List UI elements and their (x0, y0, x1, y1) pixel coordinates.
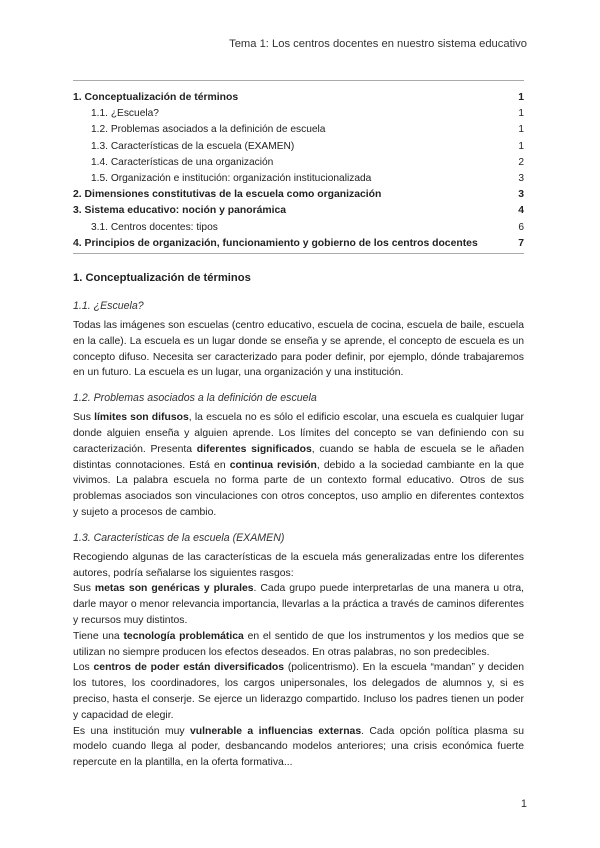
toc-entry-label: 1.3. Características de la escuela (EXAMEN) (91, 140, 295, 152)
table-of-contents (73, 90, 524, 252)
page-number: 1 (520, 798, 527, 810)
toc-entry-label: 3. Sistema educativo: noción y panorámica (73, 205, 287, 217)
emphasis-text: metas son genéricas y plurales (94, 583, 254, 595)
emphasis-text: tecnología problemática (123, 630, 244, 642)
toc-entry-label: 2. Dimensiones constitutivas de la escuela como organización (73, 189, 382, 201)
toc-entry-page: 3 (518, 172, 524, 184)
text-run: . Cada opción política plasma su modelo cuando llega al poder, desbancando modelos anteriores; una crisis económica fuerte repercute en la plantilla, en la oferta formativa... (73, 725, 524, 769)
emphasis-text: centros de poder están diversificados (93, 662, 285, 674)
page-header: Tema 1: Los centros docentes en nuestro sistema educativo (229, 38, 527, 50)
section-heading: 1. Conceptualización de términos (73, 272, 251, 284)
text-run: Sus (73, 412, 95, 424)
toc-entry[interactable] (73, 236, 524, 252)
subsection-heading: 1.2. Problemas asociados a la definición de escuela (73, 392, 317, 405)
text-run: . Cada grupo puede interpretarlas de una manera u otra, darle mayor o menor relevancia importancia, llevarlas a la práctica a través de caminos diferentes y recursos muy distintos. (73, 583, 524, 626)
toc-entry-page: 1 (518, 108, 524, 120)
toc-entry[interactable] (73, 90, 524, 106)
paragraph: Todas las imágenes son escuelas (centro educativo, escuela de cocina, escuela de baile, escuela en la calle). La escuela es un lugar donde se enseña y se aprende, el concepto de escuela es un concepto difuso. Necesita ser caracterizado para poder definir, por ejemplo, dónde trabajaremos en un futuro. La escuela es un lugar, una organización y una institución. (73, 320, 524, 379)
subsection-heading: 1.3. Características de la escuela (EXAMEN) (73, 531, 285, 544)
text-run: , debido a la sociedad cambiante en la que vivimos. La palabra escuela no forma parte de un contexto formal educativo. Otros de sus problemas asociados son vinculaciones con otros conceptos, uso amplio en diferentes contextos y sujeto a procesos de cambio. (73, 459, 524, 518)
paragraph (73, 660, 524, 723)
toc-entry-label: 1.5. Organización e institución: organización institucionalizada (91, 172, 372, 184)
document-body (73, 271, 524, 771)
toc-entry-page: 1 (518, 92, 524, 103)
toc-entry[interactable] (73, 139, 524, 155)
toc-entry[interactable] (73, 122, 524, 138)
text-run: Tiene una (73, 630, 124, 642)
toc-entry[interactable] (73, 106, 524, 122)
text-run: Los (73, 662, 94, 674)
toc-entry-page: 4 (518, 205, 524, 217)
toc-bottom-divider (73, 253, 524, 254)
subsection-heading: 1.1. ¿Escuela? (73, 300, 144, 312)
text-run: , la escuela no es sólo el edificio escolar, una escuela es cualquier lugar donde alguien enseña y alguien aprende. Los límites del concepto se van definiendo con su caracterización. Presenta (73, 412, 525, 455)
emphasis-text: límites son difusos (94, 412, 189, 424)
toc-entry[interactable] (73, 155, 524, 171)
paragraph (73, 724, 524, 771)
toc-entry[interactable] (73, 187, 524, 203)
paragraph (73, 581, 524, 628)
toc-entry[interactable] (73, 203, 524, 219)
emphasis-text: continua revisión (229, 459, 317, 471)
toc-entry-page: 7 (518, 237, 524, 249)
text-run: , cuando se habla de escuela se le añaden distintas connotaciones. Está en (73, 443, 524, 471)
toc-entry[interactable] (73, 220, 524, 236)
emphasis-text: diferentes significados (196, 443, 312, 455)
toc-entry-label: 1.2. Problemas asociados a la definición de escuela (91, 124, 326, 136)
toc-entry-page: 3 (518, 189, 524, 201)
toc-top-divider (73, 80, 524, 81)
emphasis-text: vulnerable a influencias externas (190, 725, 362, 737)
text-run: (policentrismo). En la escuela “mandan” y deciden los tutores, los coordinadores, los cargos unipersonales, los delegados de alumnos y, si es preciso, hasta el conserje. Se ejerce un liderazgo compartido. Incluso los padres tienen un poder y capacidad de elegir. (73, 662, 525, 721)
toc-entry-label: 1.4. Características de una organización (91, 156, 274, 168)
paragraph: Recogiendo algunas de las características de la escuela más generalizadas entre los diferentes autores, podría señalarse los siguientes rasgos: (73, 551, 524, 579)
text-run: Sus (73, 583, 95, 595)
text-run: Es una institución muy (73, 725, 191, 737)
toc-entry-page: 1 (518, 124, 524, 136)
toc-entry-label: 1.1. ¿Escuela? (91, 108, 159, 120)
toc-entry-page: 6 (518, 221, 524, 233)
toc-entry-page: 1 (518, 140, 524, 152)
toc-entry-page: 2 (518, 156, 524, 168)
paragraph (73, 629, 524, 661)
toc-entry[interactable] (73, 171, 524, 187)
toc-entry-label: 4. Principios de organización, funcionamiento y gobierno de los centros docentes (73, 237, 478, 249)
paragraph (73, 410, 524, 521)
text-run: en el sentido de que los instrumentos y los medios que se utilizan no siempre producen los efectos deseados. En otras palabras, no son predecibles. (73, 630, 524, 658)
toc-entry-label: 1. Conceptualización de términos (73, 92, 239, 103)
toc-entry-label: 3.1. Centros docentes: tipos (91, 221, 218, 233)
